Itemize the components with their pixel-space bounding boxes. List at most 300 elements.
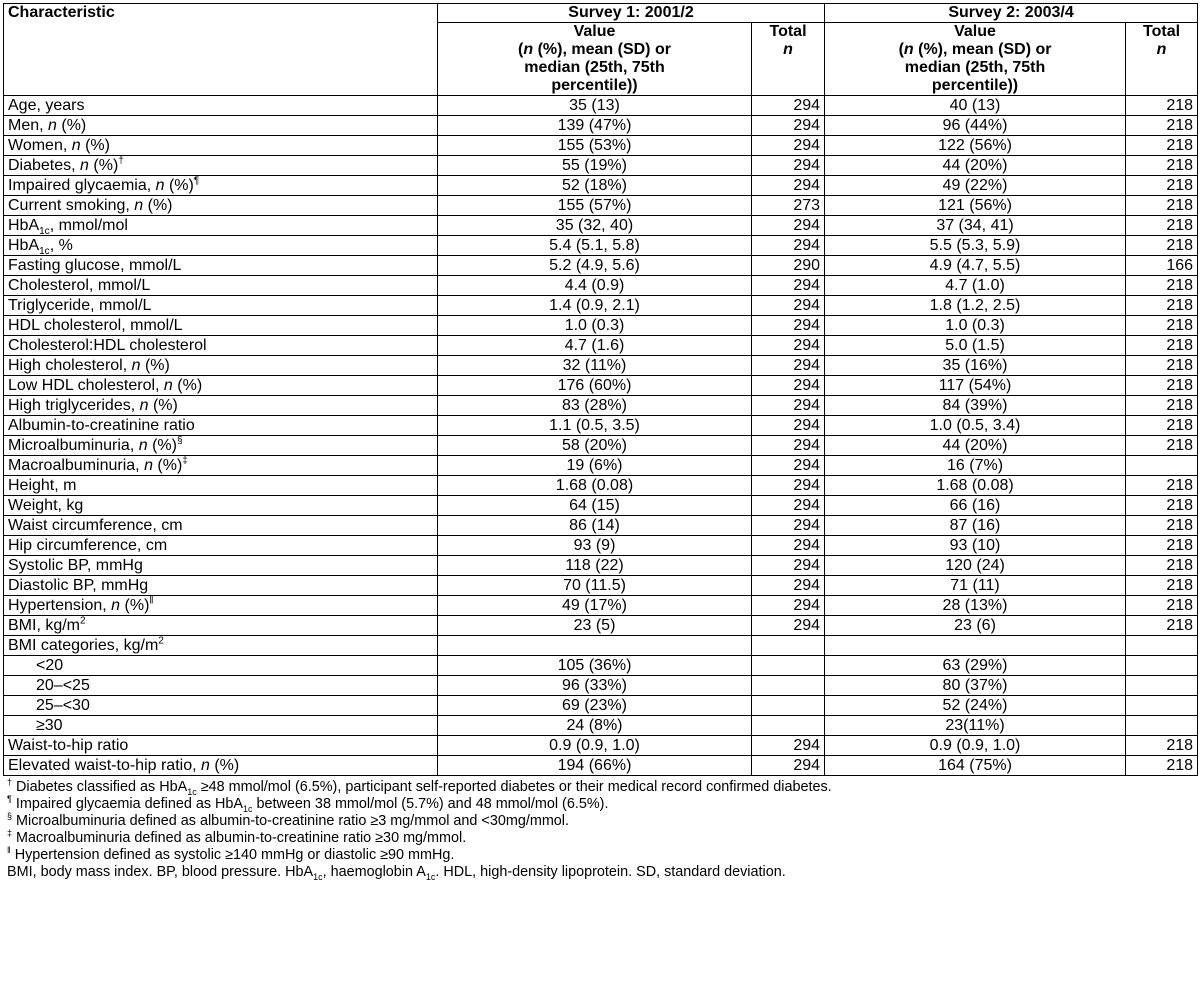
value-header-line3: median (25th, 75th (524, 59, 665, 76)
footnote-subscript: 1c (243, 803, 253, 814)
footnote-mark: ‖ (149, 595, 154, 607)
survey2-value: 0.9 (0.9, 1.0) (825, 736, 1126, 756)
survey1-total: 294 (752, 136, 825, 156)
row-label (4, 616, 438, 636)
survey1-total: 294 (752, 476, 825, 496)
row-label (4, 676, 438, 696)
label-subscript: 1c (39, 226, 50, 236)
survey1-total: 294 (752, 216, 825, 236)
survey1-total: 294 (752, 576, 825, 596)
row-label (4, 356, 438, 376)
survey2-total: 218 (1126, 96, 1198, 116)
footnote-diabetes (7, 779, 1197, 796)
table-row (4, 636, 1198, 656)
survey1-total: 294 (752, 156, 825, 176)
survey1-value: 32 (11%) (438, 356, 752, 376)
footnote-mark: ¶ (7, 794, 12, 805)
footnote-text: BMI, body mass index. BP, blood pressure. HbA (7, 864, 314, 880)
label-text: Macroalbuminuria, (8, 457, 145, 474)
survey1-total: 294 (752, 396, 825, 416)
table-row (4, 556, 1198, 576)
label-italic: n (155, 177, 165, 194)
survey2-total: 218 (1126, 196, 1198, 216)
row-label (4, 176, 438, 196)
survey2-value: 84 (39%) (825, 396, 1126, 416)
label-text: HbA (8, 217, 40, 234)
label-text: Waist circumference, cm (8, 517, 183, 534)
label-text: Women, (8, 137, 72, 154)
footnote-impaired-glycaemia (7, 796, 1197, 813)
table-row (4, 576, 1198, 596)
row-label (4, 576, 438, 596)
survey1-value: 69 (23%) (438, 696, 752, 716)
row-label (4, 736, 438, 756)
survey1-total: 294 (752, 336, 825, 356)
table-row (4, 436, 1198, 456)
footnote-mark: § (176, 435, 183, 447)
survey1-total: 294 (752, 736, 825, 756)
survey2-total: 218 (1126, 296, 1198, 316)
survey2-total (1126, 696, 1198, 716)
label-italic: n (134, 197, 144, 214)
label-text: Age, years (8, 97, 85, 114)
survey1-total: 294 (752, 316, 825, 336)
survey2-value: 37 (34, 41) (825, 216, 1126, 236)
survey1-value: 155 (53%) (438, 136, 752, 156)
table-row (4, 676, 1198, 696)
survey1-total: 294 (752, 96, 825, 116)
footnote-mark: ‡ (182, 455, 188, 467)
table-row (4, 376, 1198, 396)
value-header-line4: percentile)) (931, 77, 1019, 94)
footnote-mark: † (118, 155, 124, 167)
row-label (4, 756, 438, 776)
row-label (4, 656, 438, 676)
survey1-total: 294 (752, 356, 825, 376)
table-row (4, 356, 1198, 376)
label-text: Impaired glycaemia, (8, 177, 156, 194)
row-label (4, 256, 438, 276)
survey1-value: 5.2 (4.9, 5.6) (438, 256, 752, 276)
survey2-total: 218 (1126, 416, 1198, 436)
footnote-text: Microalbuminuria defined as albumin-to-creatinine ratio ≥3 mg/mmol and <30mg/mmol. (12, 813, 569, 829)
value-header-open: ( (898, 41, 904, 58)
table-row (4, 136, 1198, 156)
survey1-total-header (752, 23, 825, 96)
survey1-value: 105 (36%) (438, 656, 752, 676)
table-row (4, 616, 1198, 636)
label-superscript: 2 (80, 615, 86, 627)
label-text: (%) (120, 597, 150, 614)
survey2-total: 218 (1126, 176, 1198, 196)
label-text: (%) (143, 197, 173, 214)
label-text: Current smoking, (8, 197, 135, 214)
survey1-total: 294 (752, 236, 825, 256)
survey2-value: 4.7 (1.0) (825, 276, 1126, 296)
survey1-value: 58 (20%) (438, 436, 752, 456)
total-header-n: n (783, 41, 793, 58)
table-figure (3, 3, 1197, 881)
survey1-value-header (438, 23, 752, 96)
survey2-total: 218 (1126, 516, 1198, 536)
survey2-value: 122 (56%) (825, 136, 1126, 156)
footnote-text: between 38 mmol/mol (5.7%) and 48 mmol/mol (6.5%). (252, 796, 609, 812)
label-text: 20–<25 (36, 677, 90, 694)
survey2-total (1126, 656, 1198, 676)
label-text: Microalbuminuria, (8, 437, 139, 454)
survey2-total: 218 (1126, 396, 1198, 416)
survey1-value: 35 (13) (438, 96, 752, 116)
label-italic: n (71, 137, 81, 154)
survey1-value: 4.4 (0.9) (438, 276, 752, 296)
table-row (4, 296, 1198, 316)
survey1-value: 4.7 (1.6) (438, 336, 752, 356)
survey1-value: 155 (57%) (438, 196, 752, 216)
survey1-value: 70 (11.5) (438, 576, 752, 596)
row-label (4, 696, 438, 716)
survey1-value: 0.9 (0.9, 1.0) (438, 736, 752, 756)
survey1-total: 294 (752, 416, 825, 436)
header-row-surveys (4, 4, 1198, 23)
table-body (4, 96, 1198, 776)
survey2-value: 117 (54%) (825, 376, 1126, 396)
table-row (4, 256, 1198, 276)
table-row (4, 116, 1198, 136)
label-text: Hip circumference, cm (8, 537, 168, 554)
label-subscript: 1c (39, 246, 50, 256)
survey2-value: 1.8 (1.2, 2.5) (825, 296, 1126, 316)
survey1-value: 139 (47%) (438, 116, 752, 136)
survey1-total: 290 (752, 256, 825, 276)
survey1-value: 55 (19%) (438, 156, 752, 176)
label-text: Diastolic BP, mmHg (8, 577, 149, 594)
survey2-total: 218 (1126, 356, 1198, 376)
survey2-value: 80 (37%) (825, 676, 1126, 696)
label-text: Diabetes, (8, 157, 81, 174)
survey1-value: 35 (32, 40) (438, 216, 752, 236)
footnote-text: ≥48 mmol/mol (6.5%), participant self-reported diabetes or their medical record confirmed diabetes. (196, 779, 832, 795)
label-text: (%) (148, 397, 178, 414)
label-italic: n (200, 757, 210, 774)
label-text: (%) (147, 437, 177, 454)
total-header-n: n (1156, 41, 1167, 58)
survey2-total (1126, 636, 1198, 656)
table-row (4, 396, 1198, 416)
label-text: (%) (164, 177, 194, 194)
row-label (4, 436, 438, 456)
footnote-abbreviations (7, 864, 1197, 881)
survey1-value: 194 (66%) (438, 756, 752, 776)
survey1-total (752, 716, 825, 736)
table-row (4, 716, 1198, 736)
row-label (4, 536, 438, 556)
survey1-value: 64 (15) (438, 496, 752, 516)
survey1-value: 23 (5) (438, 616, 752, 636)
survey1-total (752, 636, 825, 656)
footnote-macroalbuminuria (7, 830, 1197, 847)
survey2-value: 121 (56%) (825, 196, 1126, 216)
label-text: Albumin-to-creatinine ratio (8, 417, 195, 434)
row-label (4, 476, 438, 496)
survey2-total (1126, 456, 1198, 476)
footnote-mark: ¶ (193, 175, 200, 187)
value-header-line4: percentile)) (551, 77, 638, 94)
value-header-line3: median (25th, 75th (904, 59, 1046, 76)
label-italic: n (163, 377, 173, 394)
survey2-value: 23 (6) (825, 616, 1126, 636)
survey2-total: 218 (1126, 556, 1198, 576)
label-italic: n (138, 437, 148, 454)
value-header-line1: Value (954, 23, 996, 40)
survey2-value: 164 (75%) (825, 756, 1126, 776)
row-label (4, 316, 438, 336)
table-row (4, 456, 1198, 476)
survey1-value: 83 (28%) (438, 396, 752, 416)
survey2-value: 16 (7%) (825, 456, 1126, 476)
survey1-value: 49 (17%) (438, 596, 752, 616)
survey1-total (752, 676, 825, 696)
label-italic: n (144, 457, 153, 474)
label-italic: n (111, 597, 121, 614)
survey2-total: 218 (1126, 496, 1198, 516)
row-label (4, 236, 438, 256)
survey2-value: 63 (29%) (825, 656, 1126, 676)
footnote-mark: § (7, 811, 13, 822)
label-text: , % (49, 237, 73, 254)
table-header (4, 4, 1198, 96)
table-row (4, 476, 1198, 496)
survey1-value: 86 (14) (438, 516, 752, 536)
survey2-value (825, 636, 1126, 656)
survey2-total: 218 (1126, 316, 1198, 336)
survey1-value: 1.4 (0.9, 2.1) (438, 296, 752, 316)
survey2-total: 218 (1126, 136, 1198, 156)
survey1-total: 294 (752, 176, 825, 196)
table-row (4, 496, 1198, 516)
survey2-value: 87 (16) (825, 516, 1126, 536)
label-text: High cholesterol, (8, 357, 132, 374)
label-text: Cholesterol:HDL cholesterol (8, 337, 207, 354)
survey2-value: 52 (24%) (825, 696, 1126, 716)
label-text: BMI categories, kg/m (8, 637, 159, 654)
survey2-value: 5.5 (5.3, 5.9) (825, 236, 1126, 256)
survey1-value: 1.1 (0.5, 3.5) (438, 416, 752, 436)
survey1-total: 294 (752, 436, 825, 456)
label-text: Cholesterol, mmol/L (8, 277, 151, 294)
label-text: HbA (8, 237, 40, 254)
table-row (4, 276, 1198, 296)
value-header-n: n (903, 41, 914, 58)
row-label (4, 596, 438, 616)
table-row (4, 756, 1198, 776)
label-text: BMI, kg/m (8, 617, 81, 634)
label-text: Men, (8, 117, 49, 134)
label-text: (%) (88, 157, 119, 174)
survey2-value: 66 (16) (825, 496, 1126, 516)
label-italic: n (80, 157, 89, 174)
survey2-total: 218 (1126, 536, 1198, 556)
survey1-value: 52 (18%) (438, 176, 752, 196)
survey2-total: 218 (1126, 476, 1198, 496)
table-row (4, 596, 1198, 616)
label-text: (%) (172, 377, 203, 394)
label-text: 25–<30 (36, 697, 90, 714)
table-row (4, 696, 1198, 716)
row-label (4, 276, 438, 296)
survey2-total-header (1126, 23, 1198, 96)
table-footnotes (3, 779, 1197, 881)
value-header-line1: Value (573, 23, 616, 40)
label-text: Waist-to-hip ratio (8, 737, 129, 754)
table-row (4, 216, 1198, 236)
survey1-value: 1.0 (0.3) (438, 316, 752, 336)
survey2-value-header (825, 23, 1126, 96)
survey1-total: 294 (752, 496, 825, 516)
label-superscript: 2 (158, 635, 164, 647)
row-label (4, 216, 438, 236)
row-label (4, 416, 438, 436)
footnote-subscript: 1c (425, 871, 436, 882)
survey1-value: 93 (9) (438, 536, 752, 556)
footnote-hypertension (7, 847, 1197, 864)
survey1-total: 294 (752, 596, 825, 616)
survey1-value: 1.68 (0.08) (438, 476, 752, 496)
survey1-total: 294 (752, 456, 825, 476)
label-text: (%) (80, 137, 110, 154)
survey1-total: 294 (752, 536, 825, 556)
table-row (4, 96, 1198, 116)
survey1-value (438, 636, 752, 656)
label-text: HDL cholesterol, mmol/L (8, 317, 183, 334)
label-text: ≥30 (36, 717, 63, 734)
row-label (4, 716, 438, 736)
survey2-total: 218 (1126, 376, 1198, 396)
survey2-total: 218 (1126, 576, 1198, 596)
survey2-value: 28 (13%) (825, 596, 1126, 616)
table-row (4, 736, 1198, 756)
label-text: , mmol/mol (49, 217, 128, 234)
row-label (4, 456, 438, 476)
survey1-total: 294 (752, 376, 825, 396)
survey2-value: 1.0 (0.5, 3.4) (825, 416, 1126, 436)
survey2-total: 218 (1126, 756, 1198, 776)
total-header-line1: Total (769, 23, 807, 40)
value-header-line2: (%), mean (SD) or (533, 41, 671, 58)
survey2-value: 93 (10) (825, 536, 1126, 556)
label-italic: n (139, 397, 149, 414)
survey2-total: 218 (1126, 156, 1198, 176)
table-row (4, 316, 1198, 336)
survey2-total: 218 (1126, 216, 1198, 236)
label-text: Triglyceride, mmol/L (8, 297, 152, 314)
label-text: Weight, kg (8, 497, 84, 514)
survey2-total: 218 (1126, 276, 1198, 296)
row-label (4, 296, 438, 316)
survey2-total: 218 (1126, 436, 1198, 456)
footnote-microalbuminuria (7, 813, 1197, 830)
survey2-value: 35 (16%) (825, 356, 1126, 376)
survey1-total (752, 656, 825, 676)
survey2-total (1126, 716, 1198, 736)
table-row (4, 336, 1198, 356)
table-row (4, 416, 1198, 436)
row-label (4, 196, 438, 216)
row-label (4, 96, 438, 116)
survey1-value: 118 (22) (438, 556, 752, 576)
footnote-mark: † (7, 777, 13, 788)
row-label (4, 496, 438, 516)
survey2-total: 218 (1126, 616, 1198, 636)
survey2-total: 218 (1126, 596, 1198, 616)
survey2-value: 71 (11) (825, 576, 1126, 596)
label-text: <20 (36, 657, 64, 674)
survey1-value: 176 (60%) (438, 376, 752, 396)
row-label (4, 516, 438, 536)
footnote-mark: ‡ (7, 828, 13, 839)
table-row (4, 516, 1198, 536)
row-label (4, 376, 438, 396)
row-label (4, 556, 438, 576)
survey2-header: Survey 2: 2003/4 (825, 4, 1198, 23)
label-text: Height, m (8, 477, 77, 494)
value-header-n: n (523, 41, 534, 58)
value-header-open: ( (518, 41, 524, 58)
row-label (4, 116, 438, 136)
survey1-total: 294 (752, 276, 825, 296)
footnote-text: , haemoglobin A (322, 864, 426, 880)
survey2-total: 218 (1126, 116, 1198, 136)
survey2-value: 4.9 (4.7, 5.5) (825, 256, 1126, 276)
survey2-value: 120 (24) (825, 556, 1126, 576)
value-header-line2: (%), mean (SD) or (913, 41, 1052, 58)
survey2-value: 44 (20%) (825, 156, 1126, 176)
survey1-total: 294 (752, 756, 825, 776)
label-text: Low HDL cholesterol, (8, 377, 164, 394)
footnote-subscript: 1c (187, 786, 197, 797)
table-row (4, 196, 1198, 216)
survey2-value: 1.0 (0.3) (825, 316, 1126, 336)
survey1-total: 273 (752, 196, 825, 216)
survey2-value: 96 (44%) (825, 116, 1126, 136)
footnote-subscript: 1c (313, 871, 323, 882)
survey1-header: Survey 1: 2001/2 (438, 4, 825, 23)
survey2-value: 1.68 (0.08) (825, 476, 1126, 496)
table-row (4, 156, 1198, 176)
characteristics-table (3, 3, 1198, 776)
survey2-value: 23(11%) (825, 716, 1126, 736)
row-label (4, 636, 438, 656)
survey2-value: 40 (13) (825, 96, 1126, 116)
survey1-value: 24 (8%) (438, 716, 752, 736)
row-label (4, 396, 438, 416)
label-text: (%) (56, 117, 87, 134)
footnote-mark: ‖ (7, 845, 11, 856)
survey1-total: 294 (752, 616, 825, 636)
survey2-value: 44 (20%) (825, 436, 1126, 456)
row-label (4, 156, 438, 176)
survey2-value: 49 (22%) (825, 176, 1126, 196)
survey2-total: 166 (1126, 256, 1198, 276)
footnote-text: Diabetes classified as HbA (12, 779, 188, 795)
label-italic: n (48, 117, 57, 134)
footnote-text: Macroalbuminuria defined as albumin-to-creatinine ratio ≥30 mg/mmol. (12, 830, 467, 846)
row-label (4, 136, 438, 156)
survey2-value: 5.0 (1.5) (825, 336, 1126, 356)
total-header-line1: Total (1143, 23, 1181, 40)
footnote-text: Hypertension defined as systolic ≥140 mmHg or diastolic ≥90 mmHg. (10, 847, 455, 863)
label-text: Hypertension, (8, 597, 112, 614)
survey1-total: 294 (752, 296, 825, 316)
